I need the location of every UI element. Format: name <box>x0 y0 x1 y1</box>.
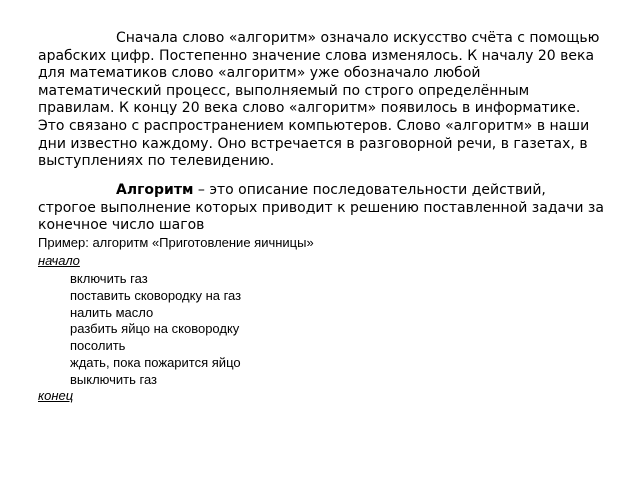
example-title: Пример: алгоритм «Приготовление яичницы» <box>38 235 314 250</box>
algorithm-step: включить газ <box>70 271 148 286</box>
algorithm-end: конец <box>38 388 74 403</box>
algorithm-step: посолить <box>70 338 126 354</box>
definition-text: – это описание последовательности действий, строгое выполнение которых приводит к решению поставленной задачи за конечное число шагов <box>38 182 604 234</box>
algorithm-step: выключить газ <box>70 371 158 387</box>
algorithm-step: налить масло <box>70 304 154 320</box>
algorithm-step: поставить сковородку на газ <box>70 287 242 303</box>
algorithm-begin: начало <box>38 253 80 268</box>
definition-term: Алгоритм <box>116 182 194 198</box>
intro-paragraph: Сначала слово «алгоритм» означало искусство счёта с помощью арабских цифр. Постепенно значение слова изменялось. К началу 20 века для математиков слово «алгоритм» уже обозначало любой математический процесс, выполняемый по строго определённым правилам. К концу 20 века слово «алгоритм» появилось в информатике. Это связано с распространением компьютеров. Слово «алгоритм» в наши дни известно каждому. Оно встречается в разговорной речи, в газетах, в выступлениях по телевидению. <box>38 30 600 170</box>
algorithm-step: ждать, пока пожарится яйцо <box>70 354 241 370</box>
definition-paragraph <box>38 182 608 235</box>
algorithm-step: разбить яйцо на сковородку <box>70 321 240 337</box>
algorithm-steps <box>70 271 241 389</box>
